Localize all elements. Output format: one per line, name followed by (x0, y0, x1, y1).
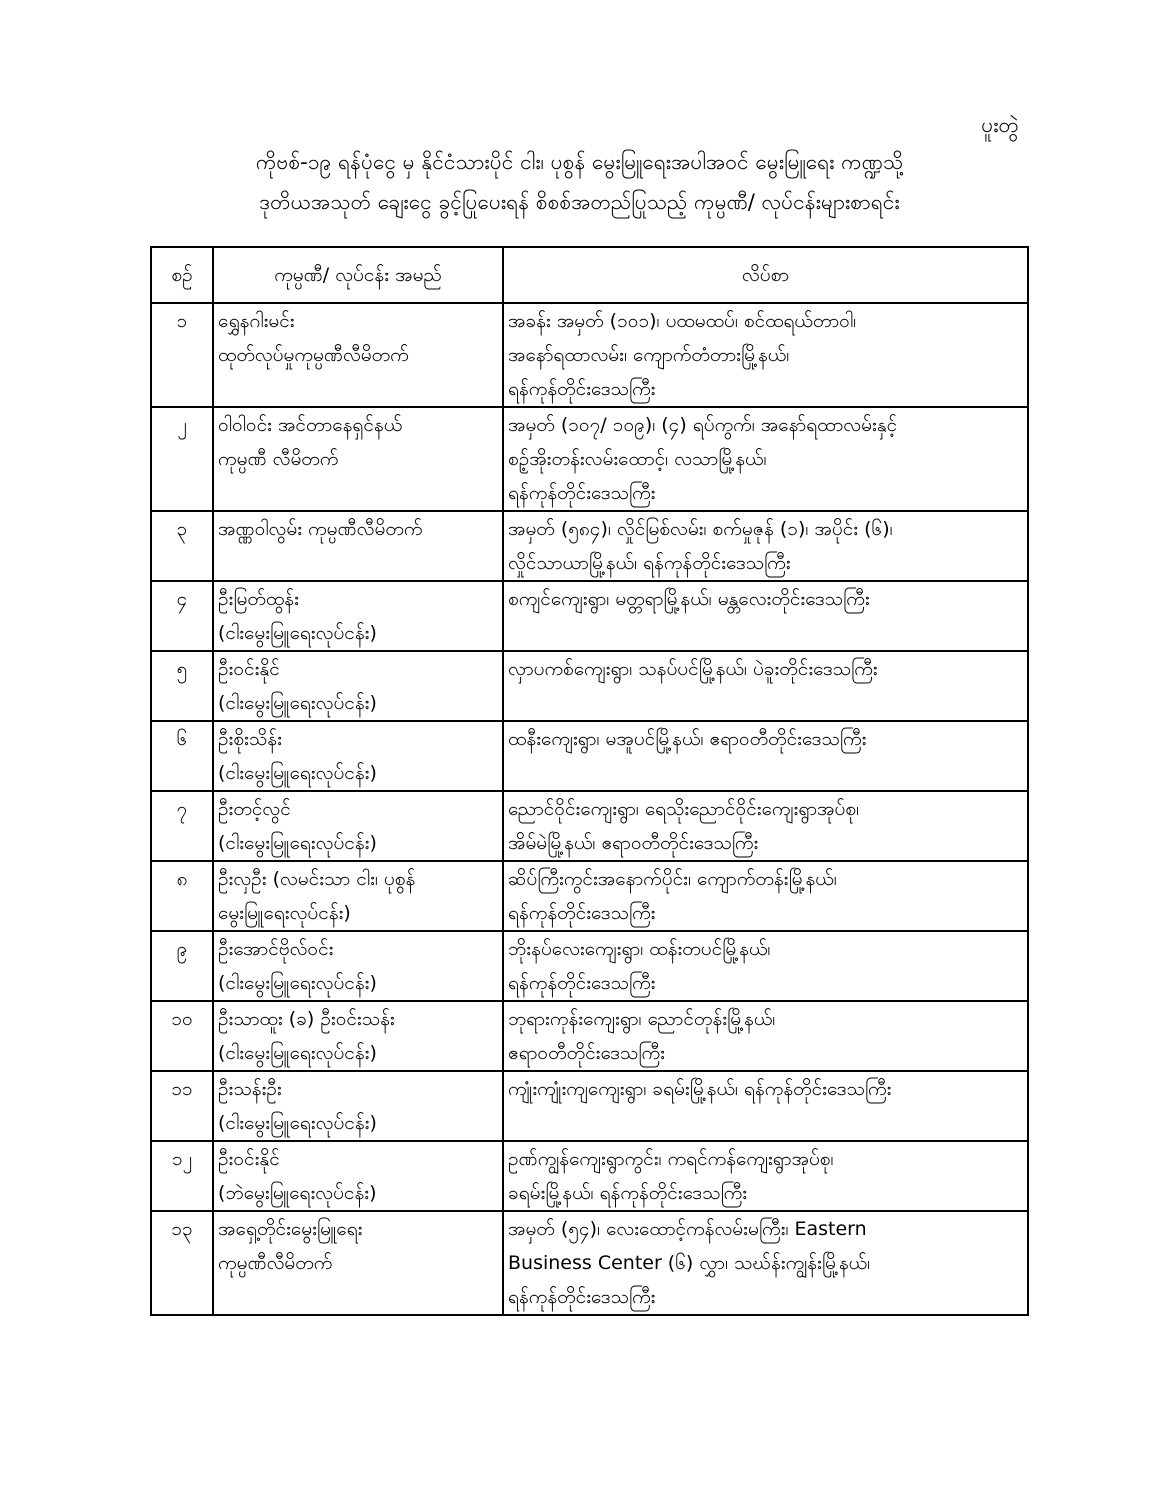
address-line: ထနီးကျေးရွာ၊ မအူပင်မြို့နယ်၊ ဧရာဝတီတိုင်းဒေသကြီး (508, 728, 867, 750)
address-cell (503, 1141, 1028, 1211)
company-name-line: ဦးတင့်လွင် (218, 798, 291, 820)
company-name-cell (213, 1071, 503, 1141)
company-name-line: ဦးဝင်းနိုင် (218, 658, 280, 680)
address-cell (503, 651, 1028, 721)
address-cell (503, 1211, 1028, 1315)
address-line: ညောင်ဝိုင်းကျေးရွာ၊ ရေသိုးညောင်ဝိုင်းကျေးရွာအုပ်စု၊ (508, 798, 860, 820)
table-row (151, 931, 1028, 1001)
company-name-line: ကုမ္ပဏီ လီမိတက် (218, 448, 339, 470)
table-row (151, 1211, 1028, 1315)
table-row (151, 581, 1028, 651)
company-list-table (150, 246, 1029, 1316)
header-no: စဉ် (151, 247, 213, 303)
table-header-row (151, 247, 1028, 303)
row-number: ၁၃ (151, 1211, 213, 1315)
row-number: ၁၁ (151, 1071, 213, 1141)
row-number: ၂ (151, 407, 213, 511)
address-line: ရန်ကုန်တိုင်းဒေသကြီး (508, 972, 656, 994)
row-number: ၆ (151, 721, 213, 791)
table-row (151, 861, 1028, 931)
company-name-line: (ငါးမွေးမြူရေးလုပ်ငန်း) (218, 832, 377, 854)
document-title (0, 142, 1159, 222)
address-line: ရန်ကုန်တိုင်းဒေသကြီး (508, 1286, 656, 1308)
company-name-cell (213, 931, 503, 1001)
company-name-line: ဦးသန်းဦး (218, 1078, 282, 1100)
company-name-line: (ငါးမွေးမြူရေးလုပ်ငန်း) (218, 972, 377, 994)
address-cell (503, 1071, 1028, 1141)
address-line: အမှတ် (၅၄)၊ လေးထောင့်ကန်လမ်းမကြီး၊ Eastern (508, 1218, 867, 1240)
address-line: ရန်ကုန်တိုင်းဒေသကြီး (508, 378, 656, 400)
company-name-cell (213, 1001, 503, 1071)
company-name-cell (213, 1141, 503, 1211)
row-number: ၅ (151, 651, 213, 721)
address-line: အမှတ် (၅၈၄)၊ လှိုင်မြစ်လမ်း၊ စက်မှုဇုန် (၁)၊ အပိုင်း (၆)၊ (508, 518, 893, 540)
company-name-cell (213, 511, 503, 581)
address-line: Business Center (၆) လွှာ၊ သဃ်န်းကျွန်းမြို့နယ်၊ (508, 1252, 871, 1274)
address-line: အခန်း အမှတ် (၁၀၁)၊ ပထမထပ်၊ စင်ထရယ်တာဝါ၊ (508, 310, 857, 332)
company-name-line: ဦးဝင်းနိုင် (218, 1148, 280, 1170)
company-name-cell (213, 861, 503, 931)
company-name-cell (213, 407, 503, 511)
company-name-cell (213, 581, 503, 651)
company-name-line: (ငါးမွေးမြူရေးလုပ်ငန်း) (218, 1112, 377, 1134)
address-cell (503, 511, 1028, 581)
address-line: ဆိပ်ကြီးကွင်းအနောက်ပိုင်း၊ ကျောက်တန်းမြို့နယ်၊ (508, 868, 837, 890)
address-line: အိမ်မဲမြို့နယ်၊ ဧရာဝတီတိုင်းဒေသကြီး (508, 832, 759, 854)
address-cell (503, 407, 1028, 511)
company-name-line: အရှေ့တိုင်းမွေးမြူရေး (218, 1218, 363, 1240)
address-line: ခရမ်းမြို့နယ်၊ ရန်ကုန်တိုင်းဒေသကြီး (508, 1182, 748, 1204)
address-cell (503, 791, 1028, 861)
table-row (151, 303, 1028, 407)
table-row (151, 1001, 1028, 1071)
row-number: ၇ (151, 791, 213, 861)
company-name-line: အဏ္ဏဝါလွမ်း ကုမ္ပဏီလီမိတက် (218, 518, 423, 540)
company-name-line: ဦးစိုးသိန်း (218, 728, 282, 750)
company-name-cell (213, 791, 503, 861)
company-name-line: ဦးသာထူး (ခ) ဦးဝင်းသန်း (218, 1008, 395, 1030)
address-line: လှာပကစ်ကျေးရွာ၊ သနပ်ပင်မြို့နယ်၊ ပဲခူးတိုင်းဒေသကြီး (508, 658, 878, 680)
company-name-line: (ငါးမွေးမြူရေးလုပ်ငန်း) (218, 1042, 377, 1064)
address-line: လှိုင်သာယာမြို့နယ်၊ ရန်ကုန်တိုင်းဒေသကြီး (508, 552, 791, 574)
company-name-line: (ငါးမွေးမြူရေးလုပ်ငန်း) (218, 762, 377, 784)
row-number: ၈ (151, 861, 213, 931)
row-number: ၁၀ (151, 1001, 213, 1071)
row-number: ၃ (151, 511, 213, 581)
table-row (151, 511, 1028, 581)
company-name-line: ထုတ်လုပ်မှုကုမ္ပဏီလီမိတက် (218, 344, 409, 366)
company-name-line: ဝါဝါဝင်း အင်တာနေရှင်နယ် (218, 414, 403, 436)
row-number: ၁၂ (151, 1141, 213, 1211)
address-line: ကျုံးကျုံးကျကျေးရွာ၊ ခရမ်းမြို့နယ်၊ ရန်ကုန်တိုင်းဒေသကြီး (508, 1078, 892, 1100)
company-name-line: (ငါးမွေးမြူရေးလုပ်ငန်း) (218, 622, 377, 644)
company-name-cell (213, 303, 503, 407)
company-name-line: ကုမ္ပဏီလီမိတက် (218, 1252, 333, 1274)
table-row (151, 651, 1028, 721)
address-line: ရန်ကုန်တိုင်းဒေသကြီး (508, 902, 656, 924)
table-row (151, 1141, 1028, 1211)
attachment-label: ပူးတွဲ (981, 113, 1019, 137)
address-cell (503, 1001, 1028, 1071)
address-line: ဘုရားကုန်းကျေးရွာ၊ ညောင်တုန်းမြို့နယ်၊ (508, 1008, 776, 1030)
header-address: လိပ်စာ (503, 247, 1028, 303)
address-cell (503, 721, 1028, 791)
address-line: အမှတ် (၁၀၇/ ၁၀၉)၊ (၄) ရပ်ကွက်၊ အနော်ရထာလမ်းနှင့် (508, 414, 898, 436)
company-name-line: ဦးမြတ်ထွန်း (218, 588, 299, 610)
address-line: ဥဏ်ကျွန်ကျေးရွာကွင်း၊ ကရင်ကန်ကျေးရွာအုပ်စု၊ (508, 1148, 834, 1170)
company-name-line: (ငါးမွေးမြူရေးလုပ်ငန်း) (218, 692, 377, 714)
table-row (151, 721, 1028, 791)
address-line: အနော်ရထာလမ်း၊ ကျောက်တံတားမြို့နယ်၊ (508, 344, 790, 366)
company-name-line: ဦးလှဦး (လမင်းသာ ငါး၊ ပုစွန် (218, 868, 416, 890)
company-name-line: ဦးအောင်ဗိုလ်ဝင်း (218, 938, 334, 960)
address-line: ရန်ကုန်တိုင်းဒေသကြီး (508, 482, 656, 504)
company-name-line: မွေးမြူရေးလုပ်ငန်း) (218, 902, 351, 924)
row-number: ၁ (151, 303, 213, 407)
address-cell (503, 303, 1028, 407)
address-line: စဥ့်အိုးတန်းလမ်းထောင့်၊ လသာမြို့နယ်၊ (508, 448, 767, 470)
company-name-line: (ဘဲမွေးမြူရေးလုပ်ငန်း) (218, 1182, 377, 1204)
address-line: စကျင်ကျေးရွာ၊ မတ္တရာမြို့နယ်၊ မန္တလေးတိုင်းဒေသကြီး (508, 588, 870, 610)
table-row (151, 407, 1028, 511)
company-name-cell (213, 651, 503, 721)
table-row (151, 1071, 1028, 1141)
company-name-cell (213, 1211, 503, 1315)
row-number: ၄ (151, 581, 213, 651)
title-line: ဒုတိယအသုတ် ချေးငွေ ခွင့်ပြုပေးရန် စိစစ်အတည်ပြုသည့် ကုမ္ပဏီ/ လုပ်ငန်းများစာရင်း (259, 190, 900, 214)
address-cell (503, 931, 1028, 1001)
title-line: ကိုဗစ်-၁၉ ရန်ပုံငွေ မှ နိုင်ငံသားပိုင် ငါး၊ ပုစွန် မွေးမြူရေးအပါအဝင် မွေးမြူရေး ကဏ္ဍသို့ (255, 150, 904, 174)
address-cell (503, 581, 1028, 651)
address-cell (503, 861, 1028, 931)
table-body (151, 303, 1028, 1315)
address-line: ဧရာဝတီတိုင်းဒေသကြီး (508, 1042, 665, 1064)
header-name: ကုမ္ပဏီ/ လုပ်ငန်း အမည် (213, 247, 503, 303)
company-name-cell (213, 721, 503, 791)
company-name-line: ရွှေနဂါးမင်း (218, 310, 295, 332)
address-line: ဘိုးနပ်လေးကျေးရွာ၊ ထန်းတပင်မြို့နယ်၊ (508, 938, 771, 960)
row-number: ၉ (151, 931, 213, 1001)
table-row (151, 791, 1028, 861)
